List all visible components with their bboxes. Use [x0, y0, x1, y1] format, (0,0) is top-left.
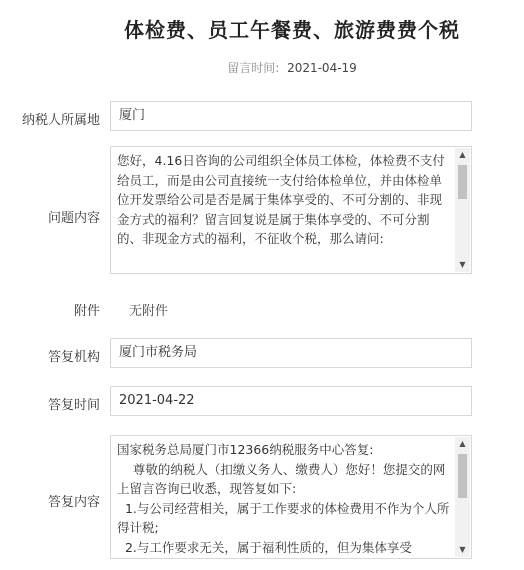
attachment-label: 附件 [73, 304, 100, 319]
reply-org-field[interactable]: 厦门市税务局 [110, 338, 472, 368]
scroll-thumb[interactable] [458, 165, 467, 199]
reply-time-field[interactable]: 2021-04-22 [110, 386, 472, 416]
taxpayer-location-field[interactable]: 厦门 [110, 101, 472, 131]
message-time [0, 59, 524, 76]
message-time-value: 2021-04-19 [287, 61, 357, 75]
reply-scrollbar[interactable] [455, 437, 470, 557]
question-content-text: 您好，4.16日咨询的公司组织全体员工体检，体检费不支付给员工，而是由公司直接统一支付给体检单位，并由体检单位开发票给公司是否是属于集体享受的、不可分割的、非现金方式的福利？留言回复说是属于集体享受的、不可分割的、非现金方式的福利，不征收个税，那么请问: [117, 153, 445, 246]
message-time-label: 留言时间: [227, 61, 280, 75]
reply-content-label: 答复内容 [47, 495, 100, 510]
scroll-down-arrow-icon[interactable]: ▼ [459, 545, 466, 554]
reply-org-label: 答复机构 [47, 350, 100, 365]
page-title: 体检费、员工午餐费、旅游费费个税 [124, 18, 460, 42]
scroll-thumb[interactable] [458, 454, 467, 498]
question-scrollbar[interactable] [455, 148, 470, 272]
reply-content-area[interactable] [110, 435, 472, 559]
reply-time-label: 答复时间 [47, 398, 100, 413]
taxpayer-location-label: 纳税人所属地 [21, 113, 100, 128]
scroll-up-arrow-icon[interactable]: ▲ [459, 150, 466, 159]
question-content-label: 问题内容 [47, 211, 100, 226]
attachment-value: 无附件 [129, 304, 169, 319]
question-content-area[interactable] [110, 146, 472, 274]
scroll-up-arrow-icon[interactable]: ▲ [459, 439, 466, 448]
reply-content-text: 国家税务总局厦门市12366纳税服务中心答复: 尊敬的纳税人（扣缴义务人、缴费人）您好！您提交的网上留言咨询已收悉，现答复如下: 1.与公司经营相关，属于工作要求的体检费用不作为个人所得计税; 2.与工作要求无关，属于福利性质的，但为集体享受 [117, 442, 450, 555]
scroll-down-arrow-icon[interactable]: ▼ [459, 260, 466, 269]
